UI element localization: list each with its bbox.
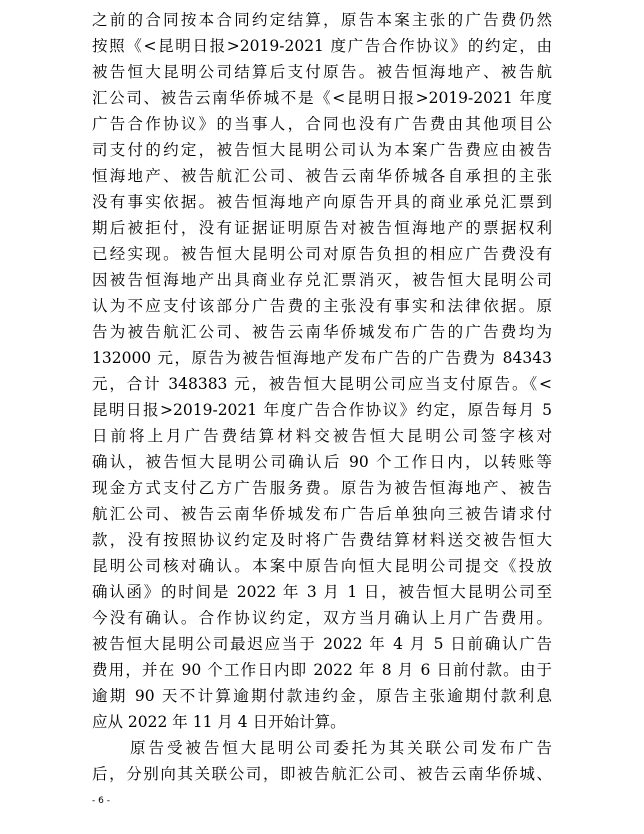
text-line: 已经实现。被告恒大昆明公司对原告负担的相应广告费没有 bbox=[92, 245, 552, 263]
text-line: 认为不应支付该部分广告费的主张没有事实和法律依据。原 bbox=[92, 297, 552, 315]
text-line: 按照《<昆明日报>2019-2021 度广告合作协议》的约定，由 bbox=[92, 37, 552, 55]
text-line: 费用，并在 90 个工作日内即 2022 年 8 月 6 日前付款。由于 bbox=[92, 661, 552, 679]
text-line: 应从 2022 年 11 月 4 日开始计算。 bbox=[92, 713, 346, 731]
text-line: 告为被告航汇公司、被告云南华侨城发布广告的广告费均为 bbox=[92, 323, 552, 341]
text-line: 昆明公司核对确认。本案中原告向恒大昆明公司提交《投放 bbox=[92, 557, 552, 575]
text-line: 确认，被告恒大昆明公司确认后 90 个工作日内，以转账等 bbox=[92, 453, 552, 471]
text-line: 因被告恒海地产出具商业存兑汇票消灭，被告恒大昆明公司 bbox=[92, 271, 552, 289]
text-line: 昆明日报>2019-2021 年度广告合作协议》约定，原告每月 5 bbox=[92, 401, 552, 419]
text-line: 期后被拒付，没有证据证明原告对被告恒海地产的票据权利 bbox=[92, 219, 552, 237]
text-line: 航汇公司、被告云南华侨城发布广告后单独向三被告请求付 bbox=[92, 505, 552, 523]
text-line: 之前的合同按本合同约定结算，原告本案主张的广告费仍然 bbox=[92, 11, 552, 29]
text-line: 广告合作协议》的当事人，合同也没有广告费由其他项目公 bbox=[92, 115, 552, 133]
text-line: 元，合计 348383 元，被告恒大昆明公司应当支付原告。《< bbox=[92, 375, 552, 393]
page-number: - 6 - bbox=[92, 796, 110, 806]
text-line: 汇公司、被告云南华侨城不是《<昆明日报>2019-2021 年度 bbox=[92, 89, 552, 107]
text-line: 日前将上月广告费结算材料交被告恒大昆明公司签字核对 bbox=[92, 427, 552, 445]
text-line: 司支付的约定，被告恒大昆明公司认为本案广告费应由被告 bbox=[92, 141, 552, 159]
text-line: 没有事实依据。被告恒海地产向原告开具的商业承兑汇票到 bbox=[92, 193, 552, 211]
text-line: 132000 元，原告为被告恒海地产发布广告的广告费为 84343 bbox=[92, 349, 552, 367]
text-line: 恒海地产、被告航汇公司、被告云南华侨城各自承担的主张 bbox=[92, 167, 552, 185]
text-line: 现金方式支付乙方广告服务费。原告为被告恒海地产、被告 bbox=[92, 479, 552, 497]
text-line: 确认函》的时间是 2022 年 3 月 1 日，被告恒大昆明公司至 bbox=[92, 583, 552, 601]
text-line: 被告恒大昆明公司结算后支付原告。被告恒海地产、被告航 bbox=[92, 63, 552, 81]
text-line: 被告恒大昆明公司最迟应当于 2022 年 4 月 5 日前确认广告 bbox=[92, 635, 552, 653]
text-line: 原告受被告恒大昆明公司委托为其关联公司发布广告 bbox=[130, 739, 552, 757]
text-line: 款，没有按照协议约定及时将广告费结算材料送交被告恒大 bbox=[92, 531, 552, 549]
text-line: 今没有确认。合作协议约定，双方当月确认上月广告费用。 bbox=[92, 609, 552, 627]
text-line: 后，分别向其关联公司，即被告航汇公司、被告云南华侨城、 bbox=[92, 765, 552, 783]
text-line: 逾期 90 天不计算逾期付款违约金，原告主张逾期付款利息 bbox=[92, 687, 552, 705]
